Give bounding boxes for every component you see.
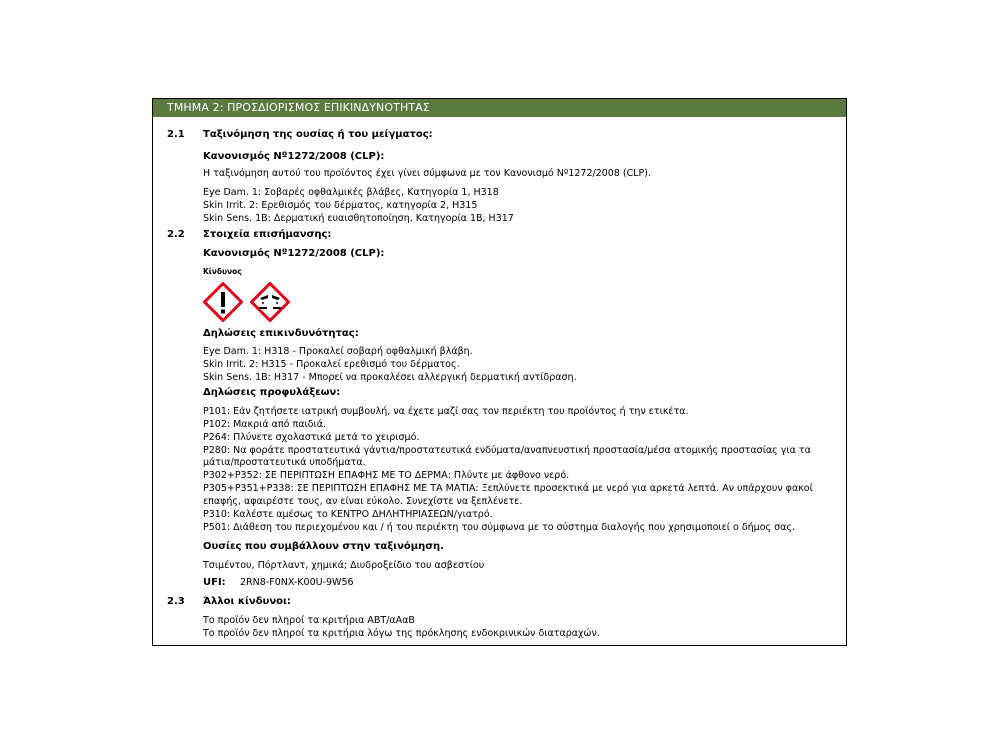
classification-line: Skin Sens. 1B: Δερματική ευαισθητοποίηση, Κατηγορία 1B, H317	[203, 213, 514, 224]
regulation-heading: Κανονισμός Nº1272/2008 (CLP):	[203, 248, 385, 259]
precautionary-statement: μάτια/προστατευτικά υποδήματα.	[203, 457, 366, 468]
section-number-2-1: 2.1	[167, 129, 185, 140]
section-2-frame	[152, 98, 847, 646]
hazard-statements-title: Δηλώσεις επικινδυνότητας:	[203, 328, 359, 339]
precautionary-statement: επαφής, αφαιρέστε τους, αν είναι εύκολο. Συνεχίστε να ξεπλένετε.	[203, 496, 523, 507]
regulation-heading: Κανονισμός Nº1272/2008 (CLP):	[203, 151, 385, 162]
other-hazards-line: Το προϊόν δεν πληροί τα κριτήρια ABT/αΑαB	[203, 615, 415, 626]
hazard-statement: Eye Dam. 1: H318 - Προκαλεί σοβαρή οφθαλμική βλάβη.	[203, 346, 473, 357]
classification-line: Skin Irrit. 2: Ερεθισμός του δέρματος, κατηγορία 2, H315	[203, 200, 478, 211]
section-number-2-3: 2.3	[167, 596, 185, 607]
section-title-2-3: Άλλοι κίνδυνοι:	[203, 596, 291, 607]
precautionary-statement: P310: Καλέστε αμέσως το ΚΕΝΤΡΟ ΔΗΛΗΤΗΡΙΑΣΕΩΝ/γιατρό.	[203, 509, 493, 520]
exclamation-mark-icon	[203, 282, 243, 322]
precautionary-statement: P102: Μακριά από παιδιά.	[203, 419, 326, 430]
precautionary-statement: P280: Να φοράτε προστατευτικά γάντια/προστατευτικά ενδύματα/αναπνευστική προστασία/μέσα ατομικής προστασίας για τα	[203, 445, 811, 456]
section-number-2-2: 2.2	[167, 229, 185, 240]
classification-line: Eye Dam. 1: Σοβαρές οφθαλμικές βλάβες, Κατηγορία 1, H318	[203, 187, 499, 198]
corrosion-icon	[250, 282, 290, 322]
ufi-label: UFI:	[203, 577, 226, 588]
signal-word: Κίνδυνος	[203, 267, 242, 276]
contributing-substances-title: Ουσίες που συμβάλλουν στην ταξινόμηση.	[203, 541, 444, 552]
hazard-statement: Skin Irrit. 2: H315 - Προκαλεί ερεθισμό του δέρματος.	[203, 359, 460, 370]
ufi-value: 2RN8-F0NX-K00U-9W56	[240, 577, 354, 588]
contributing-substances-text: Τσιμέντου, Πόρτλαντ, χημικά; Διυδροξείδιο του ασβεστίου	[203, 560, 485, 571]
section-header: ΤΜΗΜΑ 2: ΠΡΟΣΔΙΟΡΙΣΜΟΣ ΕΠΙΚΙΝΔΥΝΟΤΗΤΑΣ	[153, 99, 846, 117]
other-hazards-line: Το προϊόν δεν πληροί τα κριτήρια λόγω της πρόκλησης ενδοκρινικών διαταραχών.	[203, 628, 600, 639]
precautionary-statement: P305+P351+P338: ΣΕ ΠΕΡΙΠΤΩΣΗ ΕΠΑΦΗΣ ΜΕ ΤΑ ΜΑΤΙΑ: Ξεπλύνετε προσεκτικά με νερό για αρκετά λεπτά. Αν υπάρχουν φακοί	[203, 483, 813, 494]
hazard-statement: Skin Sens. 1B: H317 - Μπορεί να προκαλέσει αλλεργική δερματική αντίδραση.	[203, 372, 577, 383]
precautionary-statement: P101: Εάν ζητήσετε ιατρική συμβουλή, να έχετε μαζί σας τον περιέκτη του προϊόντος ή την ετικέτα.	[203, 406, 689, 417]
classification-intro: Η ταξινόμηση αυτού του προϊόντος έχει γίνει σύμφωνα με τον Κανονισμό Nº1272/2008 (CLP).	[203, 168, 651, 179]
precautionary-statement: P264: Πλύνετε σχολαστικά μετά το χειρισμό.	[203, 432, 420, 443]
precautionary-statement: P501: Διάθεση του περιεχομένου και / ή του περιέκτη του σύμφωνα με το σύστημα διαλογής που χρησιμοποιεί ο δήμος σας.	[203, 522, 795, 533]
precautionary-statement: P302+P352: ΣΕ ΠΕΡΙΠΤΩΣΗ ΕΠΑΦΗΣ ΜΕ ΤΟ ΔΕΡΜΑ: Πλύντε με άφθονο νερό.	[203, 470, 570, 481]
section-title-2-2: Στοιχεία επισήμανσης:	[203, 229, 332, 240]
section-title-2-1: Ταξινόμηση της ουσίας ή του μείγματος:	[203, 129, 433, 140]
precautionary-statements-title: Δηλώσεις προφυλάξεων:	[203, 387, 341, 398]
